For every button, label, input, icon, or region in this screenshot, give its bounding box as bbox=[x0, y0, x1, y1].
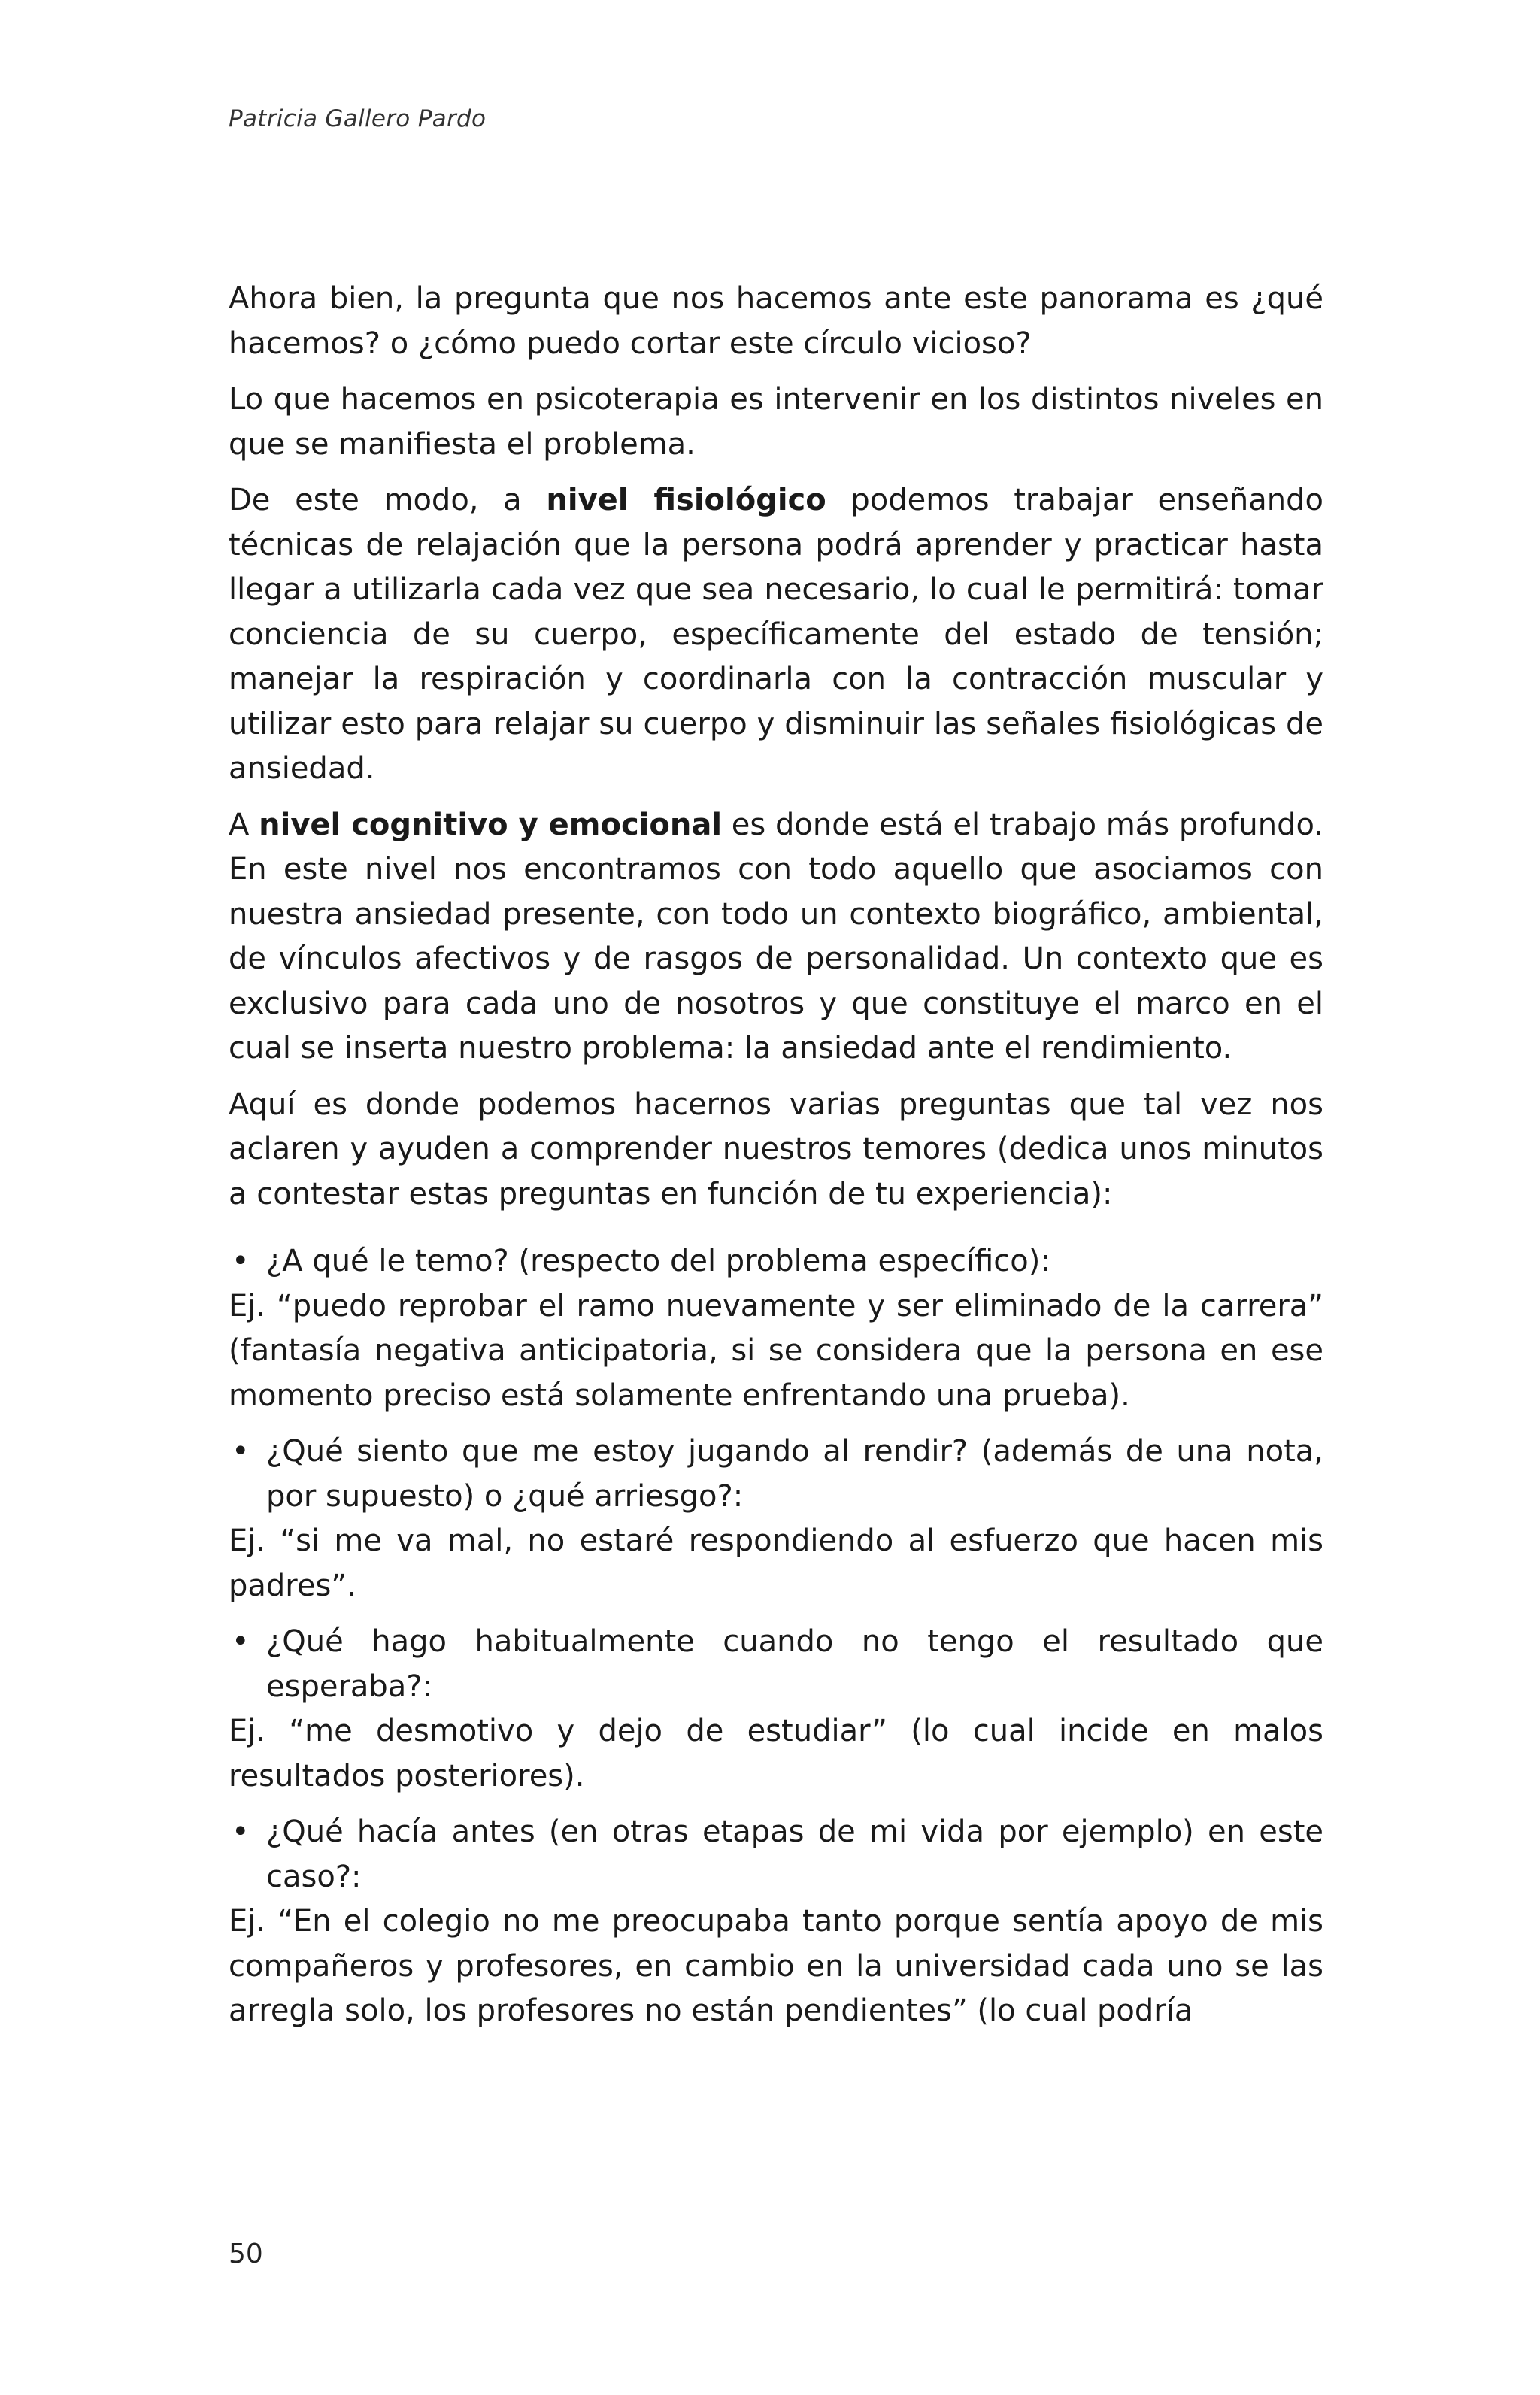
paragraph-psychotherapy: Lo que hacemos en psicoterapia es intervenir en los distintos niveles en que se manifiesta el problema. bbox=[229, 382, 1323, 462]
example-text: Ej. “si me va mal, no estaré respondiendo al esfuerzo que hacen mis padres”. bbox=[229, 1523, 1323, 1603]
bullet-icon: • bbox=[232, 1244, 250, 1278]
paragraph-cognitive-level bbox=[229, 803, 1323, 1072]
paragraph-text: podemos trabajar enseñando técnicas de relajación que la persona podrá aprender y practicar hasta llegar a utilizarla cada vez que sea necesario, lo cual le permitirá: tomar conciencia de su cuerpo, específicamente del estado de tensión; manejar la respiración y coordinarla con la contracción muscular y utilizar esto para relajar su cuerpo y disminuir las señales fisiológicas de ansiedad. bbox=[229, 483, 1323, 786]
bold-term-cognitive: nivel cognitivo y emocional bbox=[259, 807, 723, 842]
bullet-icon: • bbox=[232, 1624, 250, 1659]
question-text: ¿A qué le temo? (respecto del problema específico): bbox=[266, 1244, 1050, 1278]
example-text: Ej. “me desmotivo y dejo de estudiar” (lo cual incide en malos resultados posteriores). bbox=[229, 1714, 1323, 1793]
running-header-author: Patricia Gallero Pardo bbox=[229, 105, 487, 132]
question-text: ¿Qué hago habitualmente cuando no tengo el resultado que esperaba?: bbox=[266, 1624, 1323, 1704]
question-text: ¿Qué hacía antes (en otras etapas de mi vida por ejemplo) en este caso?: bbox=[266, 1814, 1323, 1894]
bullet-icon: • bbox=[232, 1434, 250, 1469]
question-item bbox=[229, 1620, 1323, 1709]
bold-term-physiological: nivel fisiológico bbox=[546, 483, 826, 517]
question-item bbox=[229, 1239, 1323, 1284]
question-item bbox=[229, 1429, 1323, 1519]
paragraph-text: es donde está el trabajo más profundo. En este nivel nos encontramos con todo aquello que asociamos con nuestra ansiedad presente, con todo un contexto biográfico, ambiental, de vínculos afectivos y de rasgos de personalidad. Un contexto que es exclusivo para cada uno de nosotros y que constituye el marco en el cual se inserta nuestro problema: la ansiedad ante el rendimiento. bbox=[229, 807, 1323, 1066]
page-body bbox=[229, 277, 1323, 2045]
paragraph-text: A bbox=[229, 807, 259, 842]
page-number: 50 bbox=[229, 2239, 263, 2269]
example-text: Ej. “En el colegio no me preocupaba tanto porque sentía apoyo de mis compañeros y profesores, en cambio en la universidad cada uno se las arregla solo, los profesores no están pendientes” (lo cual podría bbox=[229, 1904, 1323, 2028]
question-text: ¿Qué siento que me estoy jugando al rendir? (además de una nota, por supuesto) o ¿qué arriesgo?: bbox=[266, 1434, 1323, 1514]
question-item bbox=[229, 1810, 1323, 1899]
paragraph-physiological-level bbox=[229, 478, 1323, 792]
paragraph-text: De este modo, a bbox=[229, 483, 547, 517]
paragraph-questions-intro: Aquí es donde podemos hacernos varias preguntas que tal vez nos aclaren y ayuden a comprender nuestros temores (dedica unos minutos a contestar estas preguntas en función de tu experiencia): bbox=[229, 1087, 1323, 1211]
bullet-icon: • bbox=[232, 1814, 250, 1849]
example-text: Ej. “puedo reprobar el ramo nuevamente y ser eliminado de la carrera” (fantasía negativa anticipatoria, si se considera que la persona en ese momento preciso está solamente enfrentando una prueba). bbox=[229, 1288, 1323, 1413]
paragraph-intro: Ahora bien, la pregunta que nos hacemos ante este panorama es ¿qué hacemos? o ¿cómo puedo cortar este círculo vicioso? bbox=[229, 281, 1323, 361]
